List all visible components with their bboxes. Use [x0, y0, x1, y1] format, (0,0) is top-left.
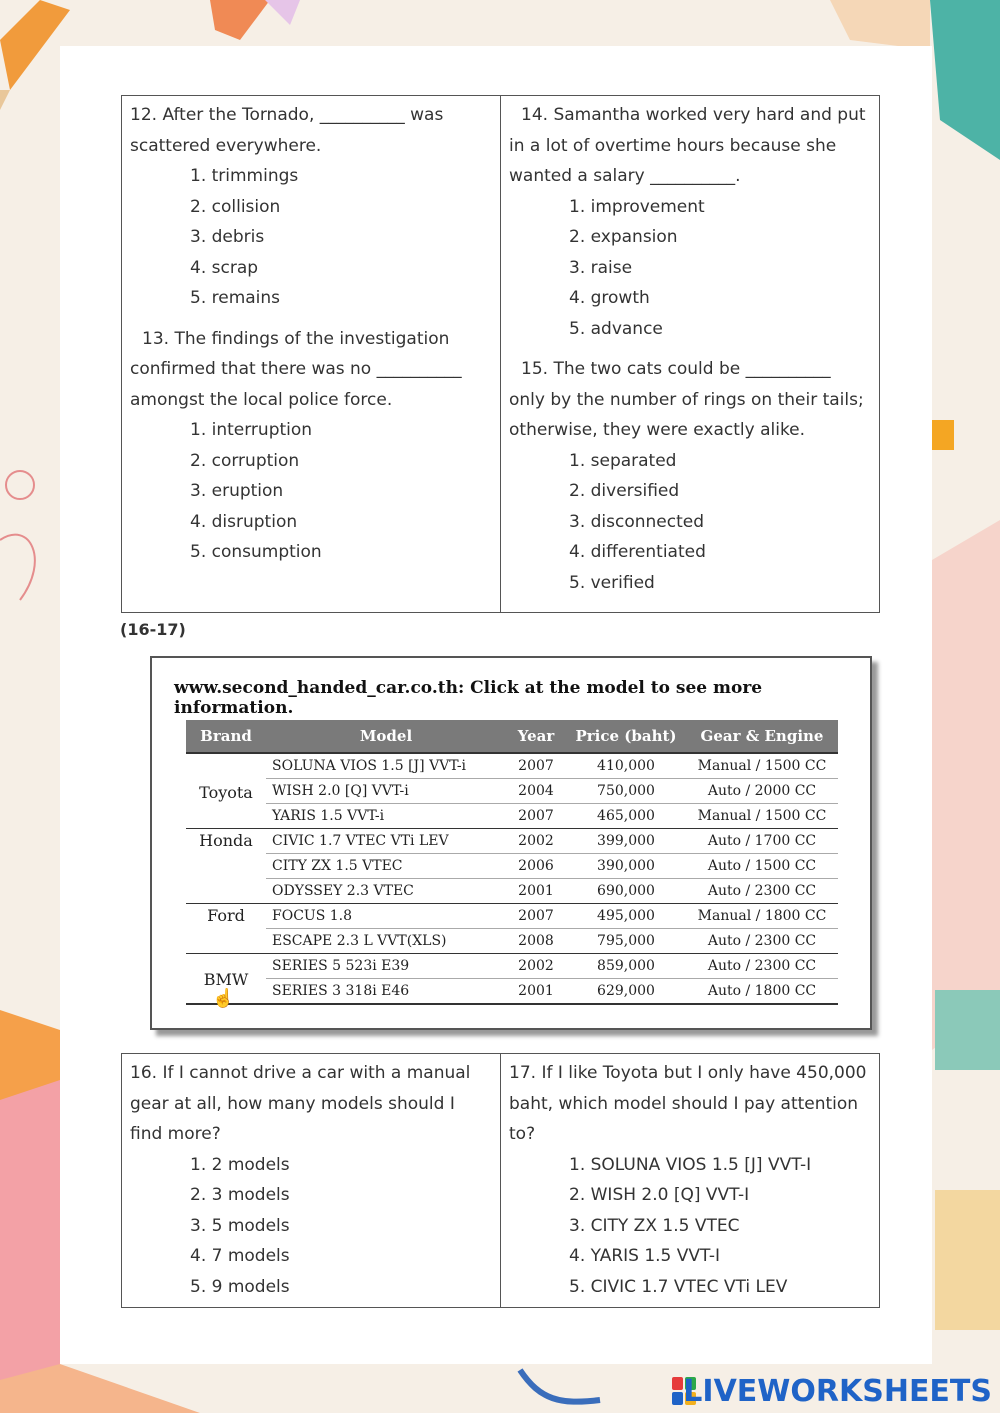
column-header: Brand — [186, 720, 266, 753]
answer-option[interactable]: 1. 2 models — [190, 1154, 290, 1175]
table-row — [186, 979, 838, 1005]
model-link[interactable]: ODYSSEY 2.3 VTEC — [266, 879, 506, 904]
model-link[interactable]: SOLUNA VIOS 1.5 [J] VVT-i — [266, 753, 506, 779]
table-row — [186, 854, 838, 879]
year-cell: 2002 — [506, 829, 566, 854]
gear-cell: Manual / 1500 CC — [686, 804, 838, 829]
price-cell: 399,000 — [566, 829, 686, 854]
answer-option[interactable]: 4. disruption — [190, 511, 298, 532]
table-row — [186, 804, 838, 829]
brand-cell: Honda — [186, 829, 266, 904]
answer-option[interactable]: 5. consumption — [190, 542, 322, 562]
question-stem: 14. Samantha worked very hard and put in a lot of overtime hours because she wanted a salary __________. — [509, 105, 866, 186]
column-header: Year — [506, 720, 566, 753]
answer-option[interactable]: 4. differentiated — [569, 542, 706, 562]
section-label: (16-17) — [120, 620, 186, 639]
question-12 — [130, 100, 492, 314]
questions-right-cell — [500, 96, 879, 612]
gear-cell: Auto / 2300 CC — [686, 879, 838, 904]
brand-cell: Toyota — [186, 753, 266, 829]
answer-option[interactable]: 1. separated — [569, 450, 677, 471]
answer-option[interactable]: 3. raise — [569, 257, 633, 278]
answer-option[interactable]: 5. remains — [190, 288, 281, 308]
answer-option[interactable]: 3. disconnected — [569, 511, 705, 532]
year-cell: 2001 — [506, 879, 566, 904]
question-16 — [130, 1058, 492, 1302]
year-cell: 2006 — [506, 854, 566, 879]
questions-12-15-table — [121, 95, 880, 613]
car-website-image — [150, 656, 872, 1030]
table-row — [186, 904, 838, 929]
answer-option[interactable]: 1. interruption — [190, 420, 313, 440]
answer-option[interactable]: 5. 9 models — [190, 1276, 290, 1297]
price-cell: 465,000 — [566, 804, 686, 829]
year-cell: 2004 — [506, 779, 566, 804]
price-cell: 410,000 — [566, 753, 686, 779]
answer-option[interactable]: 2. collision — [190, 196, 281, 217]
year-cell: 2007 — [506, 753, 566, 779]
model-link[interactable]: SERIES 3 318i E46 — [266, 979, 506, 1005]
car-table — [186, 720, 838, 1005]
gear-cell: Auto / 2300 CC — [686, 954, 838, 979]
year-cell: 2008 — [506, 929, 566, 954]
answer-option[interactable]: 2. corruption — [190, 450, 300, 471]
model-link[interactable]: FOCUS 1.8 — [266, 904, 506, 929]
question-stem: 16. If I cannot drive a car with a manual gear at all, how many models should I find more? — [130, 1063, 471, 1144]
gear-cell: Auto / 1500 CC — [686, 854, 838, 879]
questions-right-cell — [500, 1054, 879, 1307]
gear-cell: Auto / 1700 CC — [686, 829, 838, 854]
answer-option[interactable]: 3. eruption — [190, 481, 284, 501]
brand-cell: Ford — [186, 904, 266, 954]
gear-cell: Manual / 1500 CC — [686, 753, 838, 779]
gear-cell: Manual / 1800 CC — [686, 904, 838, 929]
question-17 — [509, 1058, 871, 1302]
question-stem: 15. The two cats could be __________ only by the number of rings on their tails; otherwise, they were exactly alike. — [509, 359, 864, 440]
column-header: Model — [266, 720, 506, 753]
question-stem: 13. The findings of the investigation confirmed that there was no __________ amongst the local police force. — [130, 328, 462, 410]
answer-option[interactable]: 5. verified — [569, 572, 655, 593]
answer-option[interactable]: 4. growth — [569, 288, 650, 308]
answer-option[interactable]: 4. scrap — [190, 257, 259, 278]
table-row — [186, 829, 838, 854]
question-13 — [130, 324, 492, 568]
answer-option[interactable]: 1. SOLUNA VIOS 1.5 [J] VVT-I — [569, 1154, 812, 1175]
answer-option[interactable]: 2. 3 models — [190, 1185, 290, 1205]
table-row — [186, 779, 838, 804]
price-cell: 390,000 — [566, 854, 686, 879]
answer-option[interactable]: 3. debris — [190, 227, 265, 247]
model-link[interactable]: ESCAPE 2.3 L VVT(XLS) — [266, 929, 506, 954]
pointer-hand-icon: ☝ — [212, 988, 235, 1009]
question-stem: 12. After the Tornado, __________ was scattered everywhere. — [130, 105, 444, 156]
answer-option[interactable]: 1. trimmings — [190, 166, 299, 186]
answer-option[interactable]: 4. YARIS 1.5 VVT-I — [569, 1246, 721, 1266]
table-header-row — [186, 720, 838, 753]
gear-cell: Auto / 2300 CC — [686, 929, 838, 954]
answer-option[interactable]: 2. WISH 2.0 [Q] VVT-I — [569, 1185, 750, 1205]
year-cell: 2001 — [506, 979, 566, 1005]
table-row — [186, 753, 838, 779]
questions-left-cell — [122, 1054, 500, 1307]
year-cell: 2002 — [506, 954, 566, 979]
price-cell: 750,000 — [566, 779, 686, 804]
model-link[interactable]: YARIS 1.5 VVT-i — [266, 804, 506, 829]
model-link[interactable]: WISH 2.0 [Q] VVT-i — [266, 779, 506, 804]
gear-cell: Auto / 1800 CC — [686, 979, 838, 1005]
model-link[interactable]: CIVIC 1.7 VTEC VTi LEV — [266, 829, 506, 854]
question-15 — [509, 354, 871, 598]
questions-left-cell — [122, 96, 500, 612]
year-cell: 2007 — [506, 804, 566, 829]
answer-option[interactable]: 5. advance — [569, 318, 663, 339]
price-cell: 629,000 — [566, 979, 686, 1005]
price-cell: 859,000 — [566, 954, 686, 979]
question-14 — [509, 100, 871, 344]
answer-option[interactable]: 4. 7 models — [190, 1246, 290, 1266]
website-title: www.second_handed_car.co.th: Click at the model to see more information. — [174, 678, 763, 718]
answer-option[interactable]: 3. CITY ZX 1.5 VTEC — [569, 1215, 740, 1236]
price-cell: 690,000 — [566, 879, 686, 904]
gear-cell: Auto / 2000 CC — [686, 779, 838, 804]
questions-16-17-table — [121, 1053, 880, 1308]
answer-option[interactable]: 3. 5 models — [190, 1215, 290, 1236]
table-row — [186, 879, 838, 904]
table-row — [186, 929, 838, 954]
price-cell: 495,000 — [566, 904, 686, 929]
answer-option[interactable]: 2. diversified — [569, 481, 680, 501]
column-header: Price (baht) — [566, 720, 686, 753]
question-stem: 17. If I like Toyota but I only have 450,000 baht, which model should I pay attention to? — [509, 1063, 867, 1144]
price-cell: 795,000 — [566, 929, 686, 954]
answer-option[interactable]: 2. expansion — [569, 227, 678, 247]
table-row — [186, 954, 838, 979]
model-link[interactable]: CITY ZX 1.5 VTEC — [266, 854, 506, 879]
answer-option[interactable]: 5. CIVIC 1.7 VTEC VTi LEV — [569, 1276, 788, 1297]
column-header: Gear & Engine — [686, 720, 838, 753]
liveworksheets-logo[interactable]: LIVEWORKSHEETS — [683, 1374, 992, 1409]
model-link[interactable]: SERIES 5 523i E39 — [266, 954, 506, 979]
year-cell: 2007 — [506, 904, 566, 929]
answer-option[interactable]: 1. improvement — [569, 196, 705, 217]
brand-cell: BMW — [186, 954, 266, 1005]
